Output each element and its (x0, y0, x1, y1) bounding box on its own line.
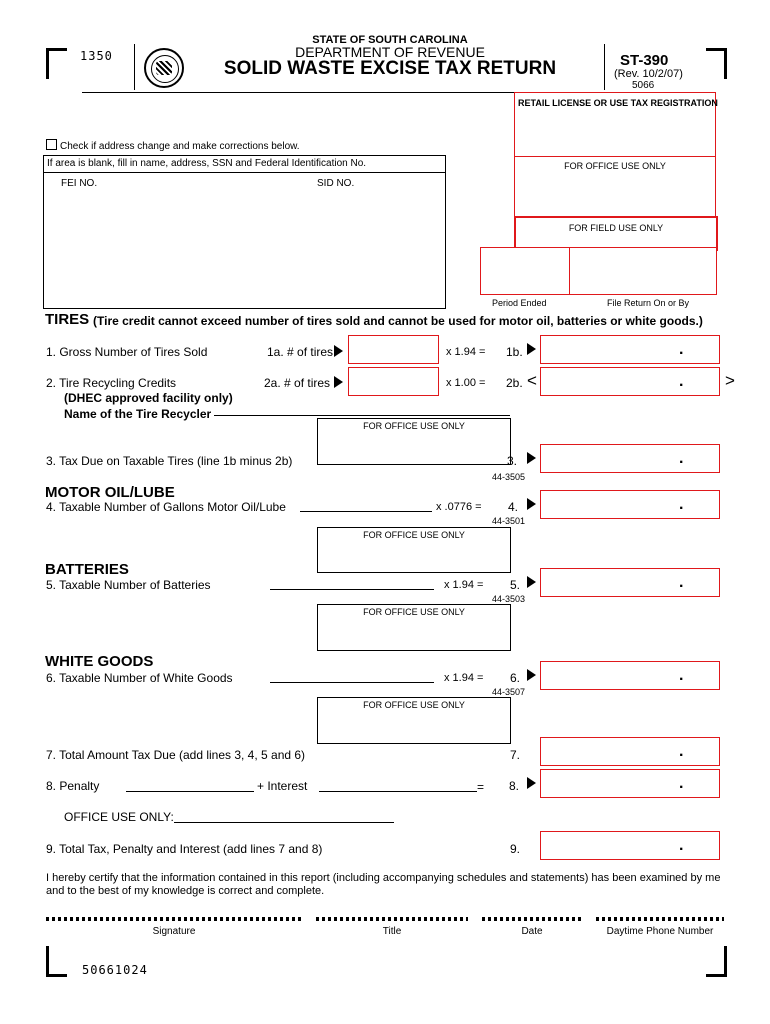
line9-label: 9. Total Tax, Penalty and Interest (add lines 7 and 8) (46, 842, 323, 856)
line6-decimal: . (679, 667, 684, 684)
footer-code: 50661024 (82, 963, 148, 977)
address-instructions: If area is blank, fill in name, address, SSN and Federal Identification No. (47, 158, 367, 169)
recycler-name-line[interactable] (214, 415, 510, 416)
top-code: 1350 (80, 49, 113, 63)
motor-oil-office-use-label: FOR OFFICE USE ONLY (363, 530, 465, 540)
line5-count-line[interactable] (270, 589, 434, 590)
line9-decimal: . (679, 837, 684, 854)
interest-line[interactable] (319, 791, 477, 792)
interest-label: + Interest (257, 779, 308, 793)
line7-input[interactable] (540, 737, 720, 766)
line4-code: 44-3501 (492, 516, 526, 526)
line1-rate: x 1.94 = (446, 346, 486, 358)
line2b-decimal: . (679, 373, 684, 390)
line2b-gt: > (725, 371, 735, 390)
motor-oil-heading: MOTOR OIL/LUBE (45, 484, 175, 501)
line1b-label: 1b. (506, 345, 523, 359)
line2-sublabel: (DHEC approved facility only) (64, 391, 233, 405)
line1a-label: 1a. # of tires (267, 345, 334, 359)
line1b-decimal: . (679, 341, 684, 358)
field-use-box (514, 216, 718, 251)
line2-rate: x 1.00 = (446, 377, 486, 389)
line4-label: 4. Taxable Number of Gallons Motor Oil/Lube (46, 500, 286, 514)
line5-rate: x 1.94 = (444, 579, 484, 591)
title-line[interactable] (316, 917, 468, 921)
line8-equals: = (477, 780, 485, 794)
line1a-input[interactable] (348, 335, 439, 364)
phone-line[interactable] (596, 917, 724, 921)
line4-decimal: . (679, 496, 684, 513)
form-code: 5066 (632, 80, 655, 91)
line2b-input[interactable] (540, 367, 720, 396)
recycler-label: Name of the Tire Recycler (64, 407, 212, 421)
line7-number: 7. (510, 748, 521, 762)
signature-line[interactable] (46, 917, 302, 921)
address-change-checkbox[interactable] (46, 139, 57, 150)
line6-arrow-icon (527, 669, 536, 681)
line3-code: 44-3505 (492, 472, 526, 482)
retail-license-label: RETAIL LICENSE OR USE TAX REGISTRATION (518, 98, 718, 108)
line8-label: 8. Penalty (46, 779, 100, 793)
tires-heading: TIRES (45, 311, 90, 328)
line5-code: 44-3503 (492, 594, 526, 604)
line2a-arrow-icon (334, 376, 343, 388)
line8-number: 8. (509, 779, 520, 793)
line9-number: 9. (510, 842, 521, 856)
header-divider-left (134, 44, 135, 90)
line6-label: 6. Taxable Number of White Goods (46, 671, 233, 685)
tires-note: (Tire credit cannot exceed number of tires sold and cannot be used for motor oil, batteries or white goods.) (93, 314, 703, 328)
page-title: SOLID WASTE EXCISE TAX RETURN (223, 58, 557, 79)
line5-number: 5. (510, 578, 521, 592)
line3-input[interactable] (540, 444, 720, 473)
state-seal (144, 48, 184, 88)
address-instructions-line (44, 172, 445, 173)
file-return-label: File Return On or By (607, 298, 690, 308)
line5-input[interactable] (540, 568, 720, 597)
seal-emblem-icon (156, 61, 172, 75)
batteries-heading: BATTERIES (45, 561, 129, 578)
line6-count-line[interactable] (270, 682, 434, 683)
white-goods-heading: WHITE GOODS (45, 653, 154, 670)
period-ended-box[interactable] (480, 247, 571, 295)
line3-number: 3. (507, 454, 518, 468)
period-ended-label: Period Ended (492, 298, 547, 308)
line4-number: 4. (508, 500, 519, 514)
office-use-label: FOR OFFICE USE ONLY (564, 161, 666, 171)
office-use-box (514, 156, 716, 218)
tires-office-use-box (317, 418, 511, 465)
line2a-input[interactable] (348, 367, 439, 396)
line2b-lt: < (527, 371, 537, 390)
line3-decimal: . (679, 450, 684, 467)
form-revision: (Rev. 10/2/07) (614, 68, 683, 80)
date-label: Date (521, 926, 543, 937)
penalty-line[interactable] (126, 791, 254, 792)
line6-number: 6. (510, 671, 521, 685)
department-name: DEPARTMENT OF REVENUE (295, 44, 485, 60)
corner-mark-top-right (706, 48, 727, 79)
address-box[interactable] (43, 155, 446, 309)
line8-decimal: . (679, 775, 684, 792)
tires-office-use-label: FOR OFFICE USE ONLY (363, 421, 465, 431)
line3-arrow-icon (527, 452, 536, 464)
line4-rate: x .0776 = (436, 501, 482, 513)
line2-label: 2. Tire Recycling Credits (46, 376, 177, 390)
line9-input[interactable] (540, 831, 720, 860)
form-number: ST-390 (620, 52, 669, 69)
batteries-office-use-box (317, 604, 511, 651)
motor-oil-office-use-box (317, 527, 511, 573)
signature-label: Signature (152, 926, 196, 937)
line7-decimal: . (679, 743, 684, 760)
white-goods-office-use-label: FOR OFFICE USE ONLY (363, 700, 465, 710)
office-only-line (174, 822, 394, 823)
batteries-office-use-label: FOR OFFICE USE ONLY (363, 607, 465, 617)
line1-label: 1. Gross Number of Tires Sold (46, 345, 208, 359)
white-goods-office-use-box (317, 697, 511, 744)
line5-label: 5. Taxable Number of Batteries (46, 578, 211, 592)
line1b-input[interactable] (540, 335, 720, 364)
line8-input[interactable] (540, 769, 720, 798)
line6-code: 44-3507 (492, 687, 526, 697)
line8-arrow-icon (527, 777, 536, 789)
line4-arrow-icon (527, 498, 536, 510)
phone-label: Daytime Phone Number (606, 926, 714, 937)
sid-label: SID NO. (317, 178, 355, 189)
header-underline (82, 92, 516, 93)
line1a-arrow-icon (334, 345, 343, 357)
corner-mark-bottom-right (706, 946, 727, 977)
fei-label: FEI NO. (61, 178, 98, 189)
line1b-arrow-icon (527, 343, 536, 355)
line2a-label: 2a. # of tires (264, 376, 331, 390)
corner-mark-top-left (46, 48, 67, 79)
line4-input[interactable] (540, 490, 720, 519)
office-only-label: OFFICE USE ONLY: (64, 810, 174, 824)
address-change-label: Check if address change and make corrections below. (60, 141, 300, 152)
line4-gallons-line[interactable] (300, 511, 432, 512)
title-label: Title (382, 926, 402, 937)
line5-decimal: . (679, 574, 684, 591)
line7-label: 7. Total Amount Tax Due (add lines 3, 4, 5 and 6) (46, 748, 306, 762)
field-use-label: FOR FIELD USE ONLY (568, 223, 664, 233)
retail-license-box[interactable] (514, 92, 716, 158)
line3-label: 3. Tax Due on Taxable Tires (line 1b minus 2b) (46, 454, 293, 468)
corner-mark-bottom-left (46, 946, 67, 977)
header-divider-right (604, 44, 605, 90)
line6-input[interactable] (540, 661, 720, 690)
certification-text: I hereby certify that the information contained in this report (including accompanying schedules and statements) has been examined by me and to the best of my knowledge is correct and complete. (46, 872, 721, 897)
date-line[interactable] (482, 917, 582, 921)
state-name: STATE OF SOUTH CAROLINA (312, 34, 468, 46)
file-return-box[interactable] (569, 247, 717, 295)
line5-arrow-icon (527, 576, 536, 588)
line2b-label: 2b. (506, 376, 523, 390)
line6-rate: x 1.94 = (444, 672, 484, 684)
